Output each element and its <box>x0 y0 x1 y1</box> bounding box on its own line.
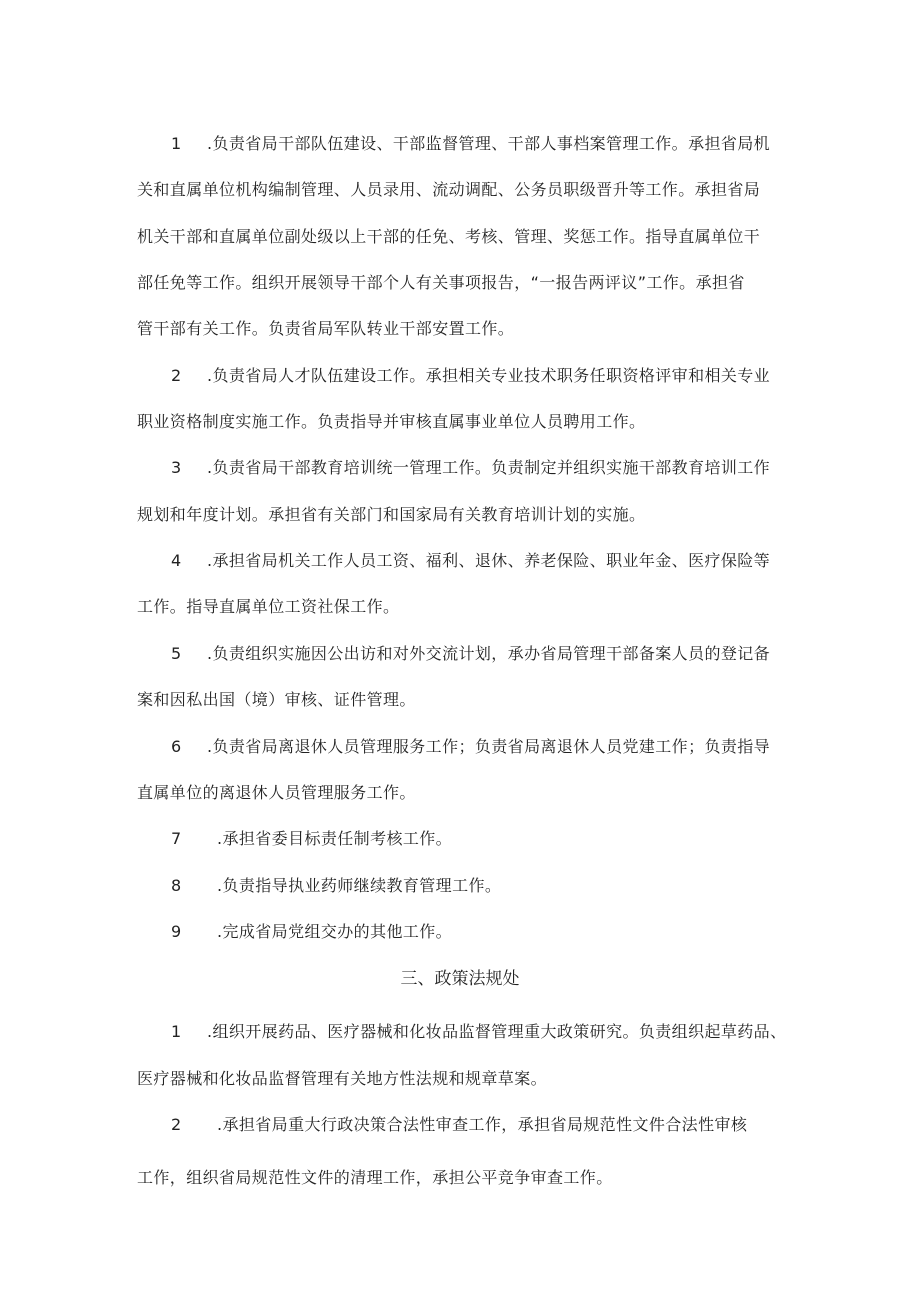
item-number: 2 <box>171 1115 182 1134</box>
item-text-line: 机关干部和直属单位副处级以上干部的任免、考核、管理、奖惩工作。指导直属单位干 <box>137 227 761 246</box>
item-number: 1 <box>171 1022 182 1041</box>
item-text-line: .负责省局干部队伍建设、干部监督管理、干部人事档案管理工作。承担省局机 <box>207 134 771 153</box>
item-number: 7 <box>171 829 182 848</box>
item-number: 9 <box>171 922 182 941</box>
item-text-line: 规划和年度计划。承担省有关部门和国家局有关教育培训计划的实施。 <box>137 505 646 524</box>
item-text-line: .承担省局重大行政决策合法性审查工作，承担省局规范性文件合法性审核 <box>217 1115 748 1134</box>
item-number: 2 <box>171 366 182 385</box>
item-text-line: .承担省局机关工作人员工资、福利、退休、养老保险、职业年金、医疗保险等 <box>207 551 771 570</box>
item-number: 5 <box>171 644 182 663</box>
item-number: 3 <box>171 458 182 477</box>
item-text-line: .负责省局离退休人员管理服务工作；负责省局离退休人员党建工作；负责指导 <box>207 737 771 756</box>
item-text-line: .负责省局人才队伍建设工作。承担相关专业技术职务任职资格评审和相关专业 <box>207 366 771 385</box>
item-text-line: 部任免等工作。组织开展领导干部个人有关事项报告，“一报告两评议”工作。承担省 <box>137 273 745 292</box>
item-text-line: 关和直属单位机构编制管理、人员录用、流动调配、公务员职级晋升等工作。承担省局 <box>137 180 761 199</box>
item-text-line: .组织开展药品、医疗器械和化妆品监督管理重大政策研究。负责组织起草药品、 <box>207 1022 787 1041</box>
item-number: 8 <box>171 876 182 895</box>
item-text-line: 工作，组织省局规范性文件的清理工作，承担公平竞争审查工作。 <box>137 1168 613 1187</box>
item-text-line: .负责指导执业药师继续教育管理工作。 <box>217 876 502 895</box>
item-number: 1 <box>171 134 182 153</box>
item-text-line: 工作。指导直属单位工资社保工作。 <box>137 597 400 616</box>
item-text-line: .承担省委目标责任制考核工作。 <box>217 829 453 848</box>
item-text-line: .完成省局党组交办的其他工作。 <box>217 922 453 941</box>
item-text-line: 职业资格制度实施工作。负责指导并审核直属事业单位人员聘用工作。 <box>137 412 646 431</box>
item-number: 6 <box>171 737 182 756</box>
item-text-line: 案和因私出国（境）审核、证件管理。 <box>137 690 416 709</box>
item-text-line: 直属单位的离退休人员管理服务工作。 <box>137 783 416 802</box>
item-text-line: 管干部有关工作。负责省局军队转业干部安置工作。 <box>137 319 515 338</box>
item-number: 4 <box>171 551 182 570</box>
item-text-line: .负责省局干部教育培训统一管理工作。负责制定并组织实施干部教育培训工作 <box>207 458 771 477</box>
item-text-line: 医疗器械和化妆品监督管理有关地方性法规和规章草案。 <box>137 1069 548 1088</box>
item-text-line: .负责组织实施因公出访和对外交流计划，承办省局管理干部备案人员的登记备 <box>207 644 771 663</box>
section-heading: 三、政策法规处 <box>400 969 520 989</box>
